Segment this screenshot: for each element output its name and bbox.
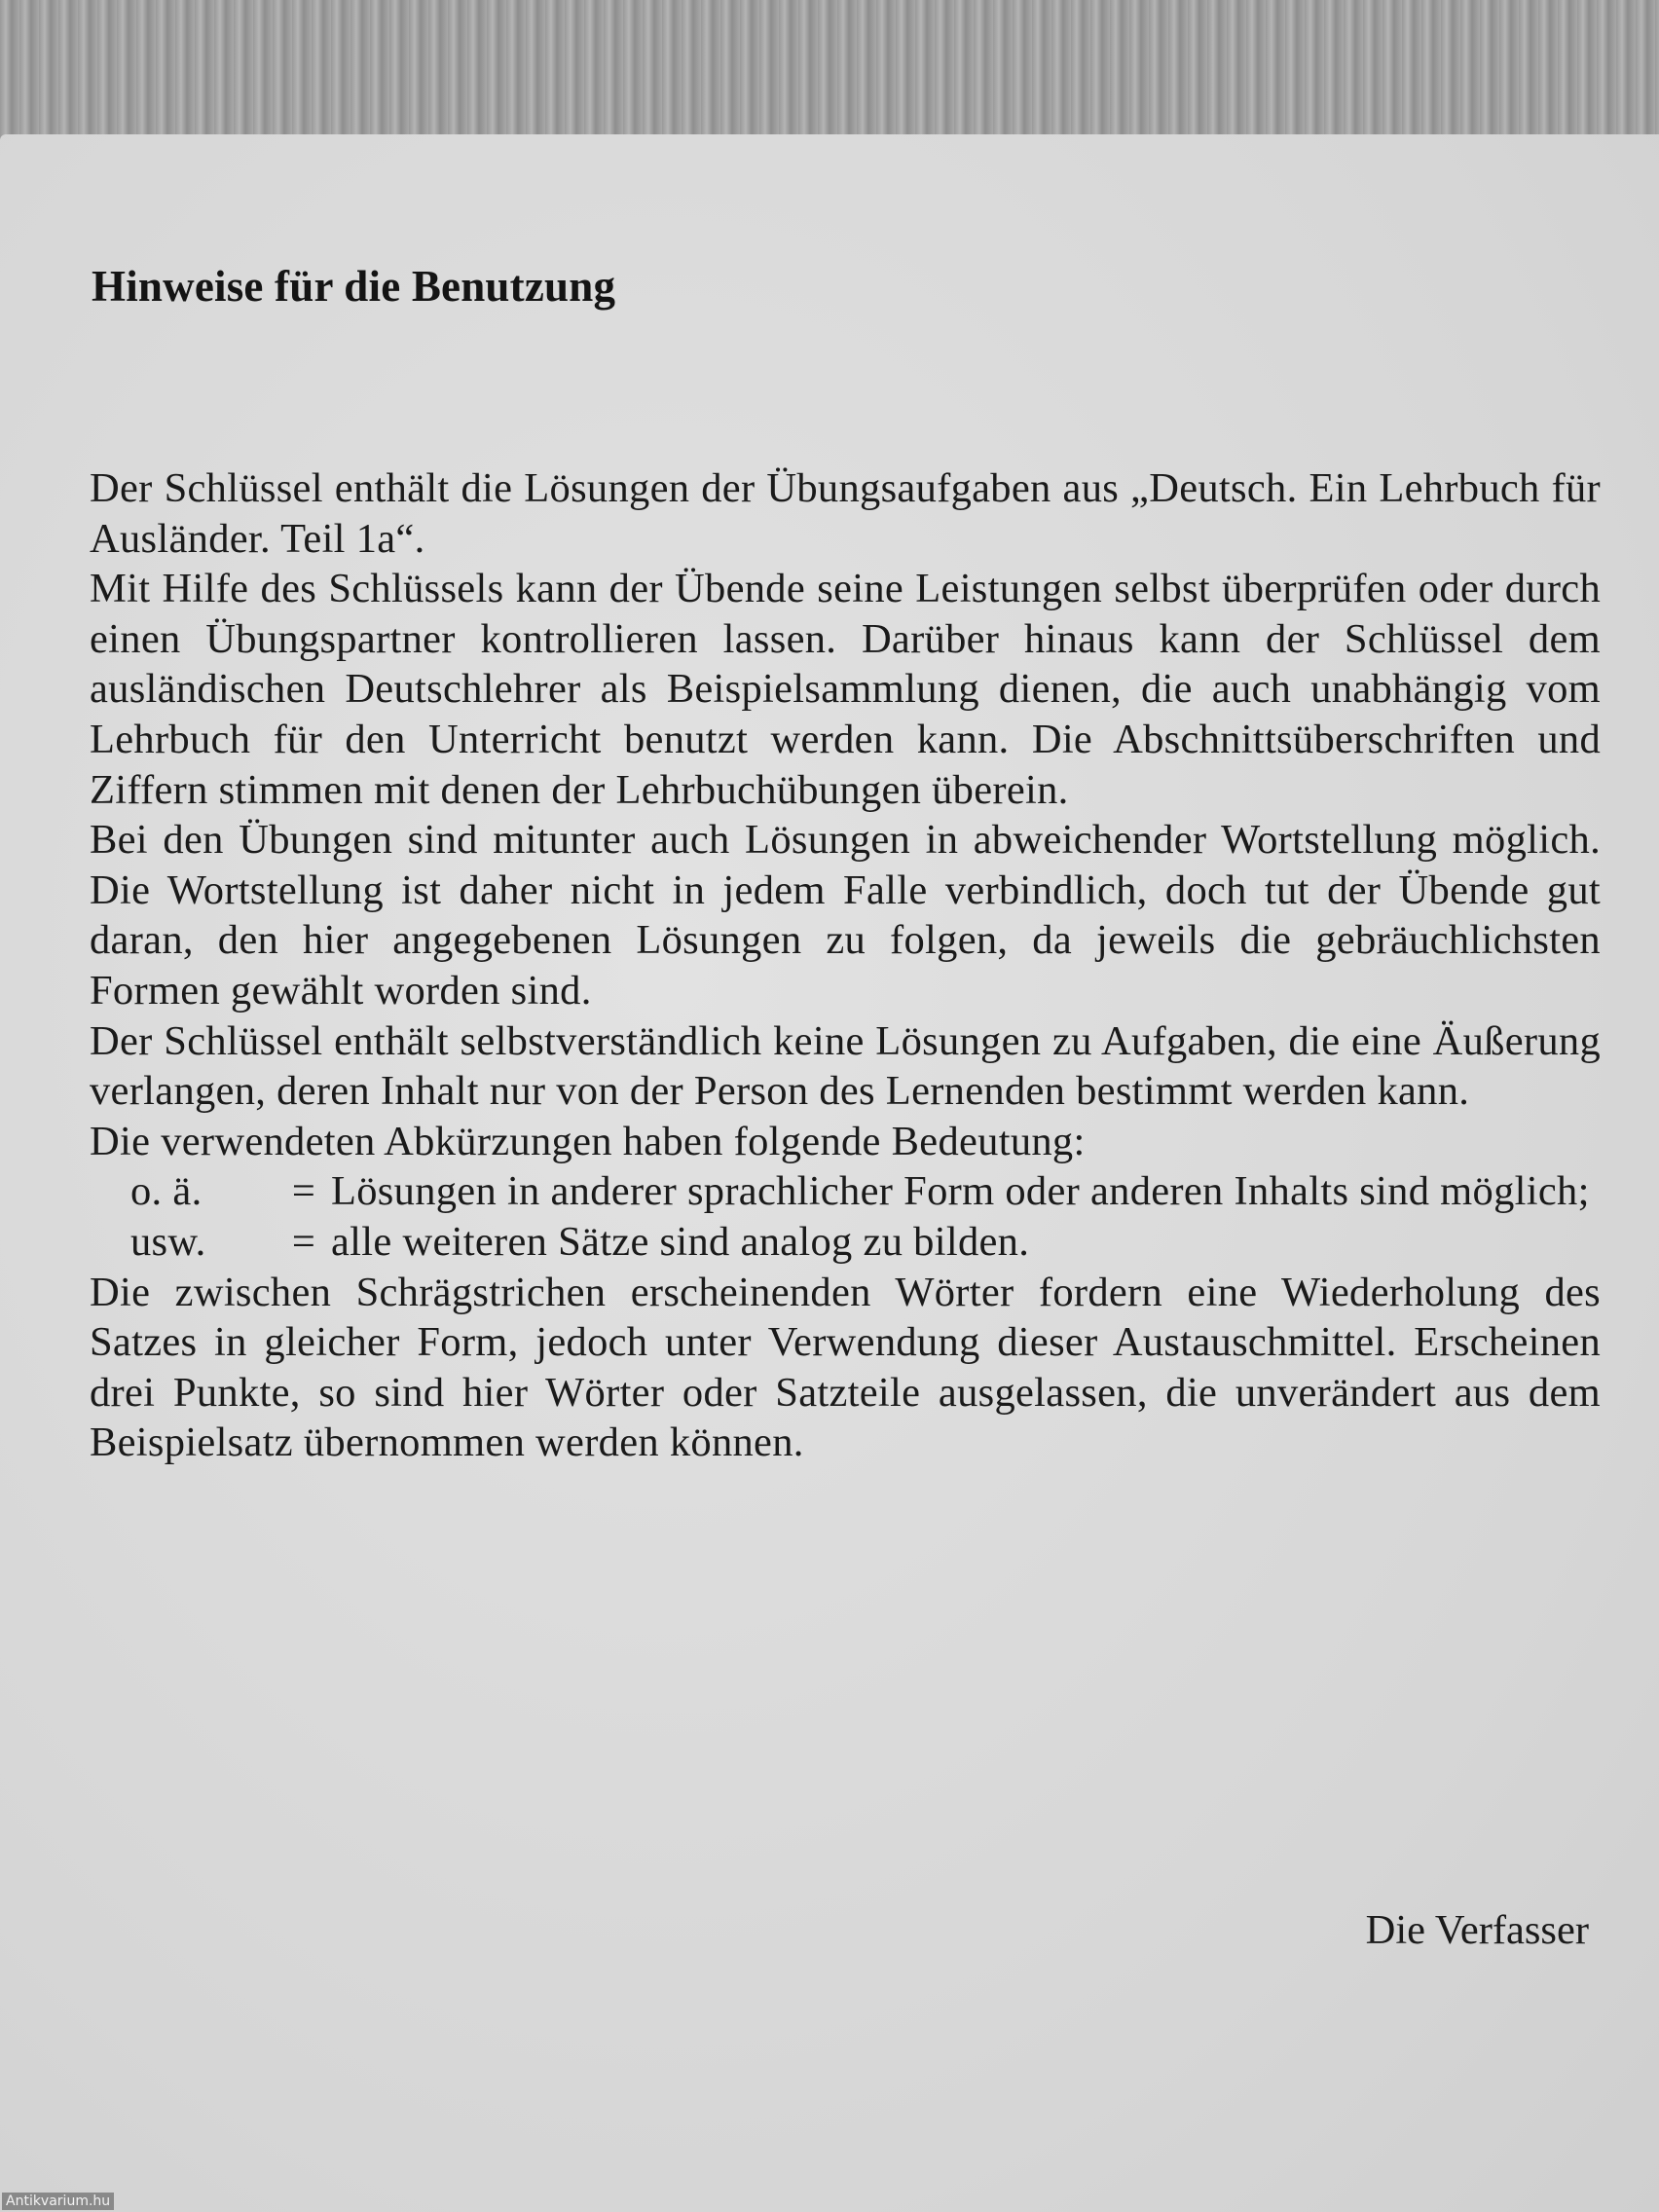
paragraph-slashes-dots: Die zwischen Schrägstrichen erscheinenden Wörter fordern eine Wiederholung des Satzes in gleicher Form, jedoch unter Verwendung dieser Austauschmittel. Erscheinen drei Punkte, so sind hier Wörter oder Satzteile ausgelassen, die unverändert aus dem Beispielsatz übernommen werden können.	[90, 1269, 1601, 1466]
paragraph-word-order: Bei den Übungen sind mitunter auch Lösungen in abweichender Wortstellung möglich. Die Wortstellung ist daher nicht in jedem Falle verbindlich, doch tut der Übende gut daran, den hier angegebenen Lösungen zu folgen, da jeweils die gebräuchlichsten Formen gewählt worden sind.	[90, 817, 1601, 1014]
abbreviation-definition: alle weiteren Sätze sind analog zu bilden.	[331, 1218, 1030, 1265]
abbreviation-equals: =	[291, 1168, 316, 1215]
signature: Die Verfasser	[1365, 1907, 1589, 1953]
abbreviation-definition: Lösungen in anderer sprachlicher Form oder anderen Inhalts sind möglich;	[331, 1168, 1590, 1215]
paragraph-exclusions: Der Schlüssel enthält selbstverständlich keine Lösungen zu Aufgaben, die eine Äußerung verlangen, deren Inhalt nur von der Person des Lernenden bestimmt werden kann.	[90, 1017, 1601, 1115]
paragraph-usage: Mit Hilfe des Schlüssels kann der Übende seine Leistungen selbst überprüfen oder durch einen Übungspartner kontrollieren lassen. Darüber hinaus kann der Schlüssel dem ausländischen Deutschlehrer als Beispielsammlung dienen, die auch unabhängig vom Lehrbuch für den Unterricht benutzt werden kann. Die Abschnittsüberschriften und Ziffern stimmen mit denen der Lehrbuchübungen überein.	[90, 566, 1601, 813]
abbreviation-row	[90, 1166, 1601, 1217]
body-text	[90, 463, 1601, 1468]
background-surface	[0, 0, 1659, 146]
abbreviation-term: usw.	[130, 1218, 206, 1265]
abbreviation-equals: =	[291, 1218, 316, 1265]
abbreviation-term: o. ä.	[130, 1168, 203, 1215]
paragraph-abbreviations-intro: Die verwendeten Abkürzungen haben folgende Bedeutung:	[90, 1118, 1086, 1164]
page-title: Hinweise für die Benutzung	[92, 262, 616, 311]
paragraph-intro: Der Schlüssel enthält die Lösungen der Übungsaufgaben aus „Deutsch. Ein Lehrbuch für Ausländer. Teil 1a“.	[90, 465, 1601, 562]
abbreviation-row	[90, 1217, 1601, 1268]
watermark: Antikvarium.hu	[2, 2193, 114, 2210]
